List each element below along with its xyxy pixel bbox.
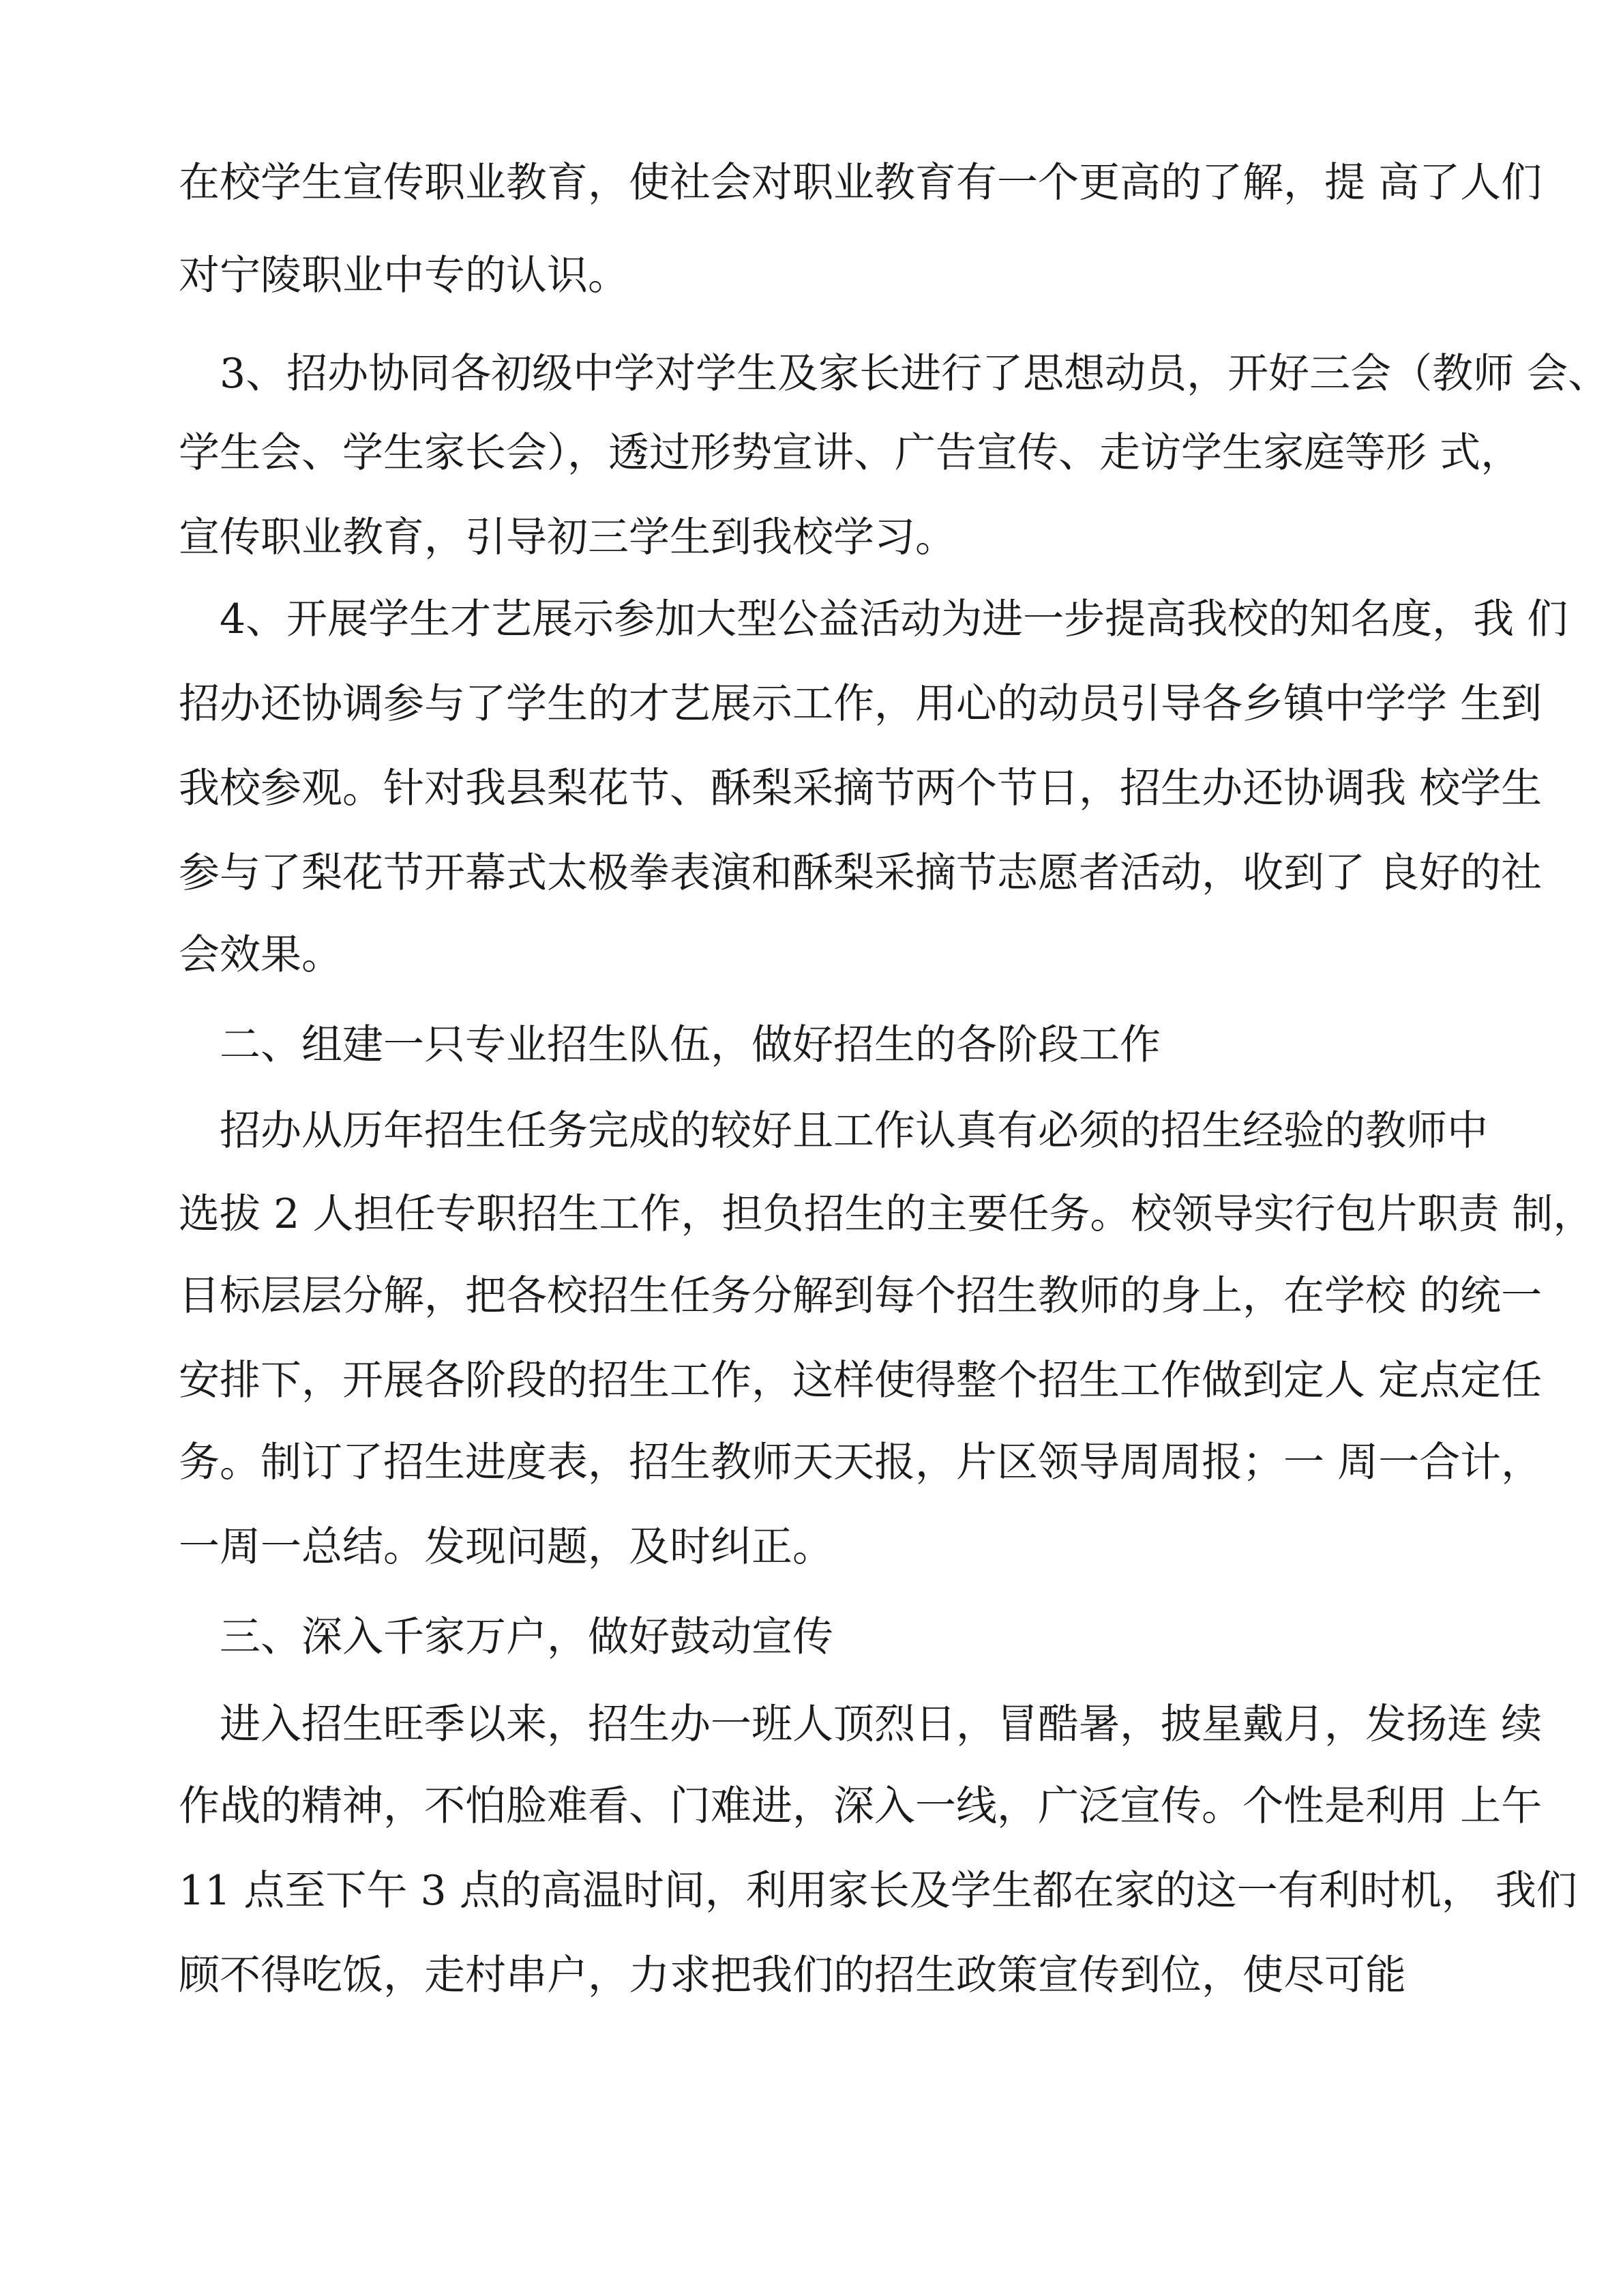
text-line: 宣传职业教育，引导初三学生到我校学习。 [179,514,956,561]
text-line: 安排下，开展各阶段的招生工作，这样使得整个招生工作做到定人 定点定任 [179,1357,1543,1404]
text-line: 3、招办协同各初级中学对学生及家长进行了思想动员，开好三会（教师 会、 [220,350,1609,398]
text-line: 会效果。 [179,931,342,979]
text-line: 进入招生旺季以来，招生办一班人顶烈日，冒酷暑，披星戴月，发扬连 续 [220,1701,1543,1748]
text-line: 顾不得吃饭，走村串户，力求把我们的招生政策宣传到位，使尽可能 [179,1952,1406,1999]
text-line: 在校学生宣传职业教育，使社会对职业教育有一个更高的了解，提 高了人们 [179,159,1543,207]
text-line: 招办还协调参与了学生的才艺展示工作，用心的动员引导各乡镇中学学 生到 [179,680,1543,728]
text-line: 对宁陵职业中专的认识。 [179,252,629,299]
text-line: 作战的精神，不怕脸难看、门难进，深入一线，广泛宣传。个性是利用 上午 [179,1782,1543,1830]
text-line: 4、开展学生才艺展示参加大型公益活动为进一步提高我校的知名度，我 们 [220,595,1568,643]
text-line: 我校参观。针对我县梨花节、酥梨采摘节两个节日，招生办还协调我 校学生 [179,765,1543,812]
text-line: 目标层层分解，把各校招生任务分解到每个招生教师的身上，在学校 的统一 [179,1272,1543,1320]
text-line: 选拔 2 人担任专职招生工作，担负招生的主要任务。校领导实行包片职责 制， [179,1190,1594,1238]
text-line: 招办从历年招生任务完成的较好且工作认真有必须的招生经验的教师中 [220,1107,1488,1155]
text-line: 参与了梨花节开幕式太极拳表演和酥梨采摘节志愿者活动，收到了 良好的社 [179,849,1543,897]
section-heading: 三、深入千家万户，做好鼓动宣传 [220,1613,833,1661]
text-line: 务。制订了招生进度表，招生教师天天报，片区领导周周报；一 周一合计， [179,1439,1543,1486]
text-line: 11 点至下午 3 点的高温时间，利用家长及学生都在家的这一有利时机， 我们 [179,1867,1577,1915]
section-heading: 二、组建一只专业招生队伍，做好招生的各阶段工作 [220,1021,1161,1069]
text-line: 学生会、学生家长会），透过形势宣讲、广告宣传、走访学生家庭等形 式， [179,429,1522,477]
text-line: 一周一总结。发现问题，及时纠正。 [179,1523,833,1571]
